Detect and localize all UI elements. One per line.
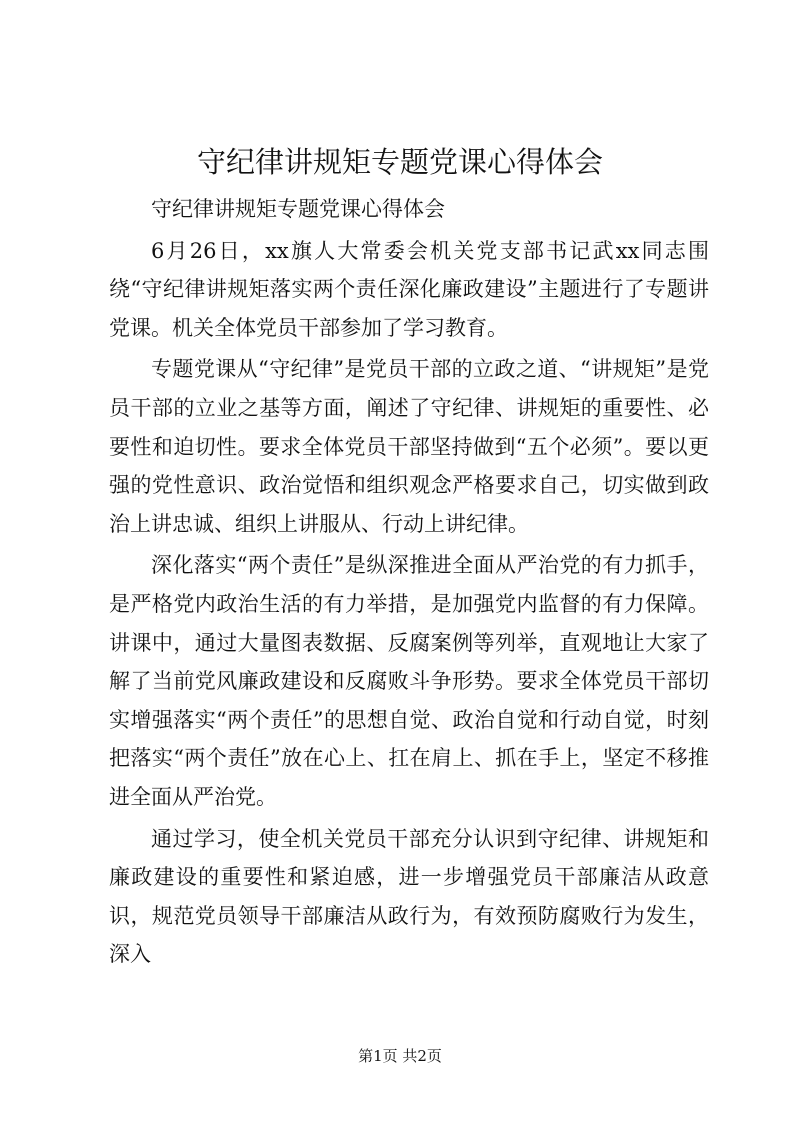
paragraph-subtitle: 守纪律讲规矩专题党课心得体会 xyxy=(151,197,445,221)
paragraph: 专题党课从“守纪律”是党员干部的立政之道、“讲规矩”是党员干部的立业之基等方面，阐述了守纪律、讲规矩的重要性、必要性和迫切性。要求全体党员干部坚持做到“五个必须”。要以更强的党性意识、政治觉悟和组织观念严格要求自己，切实做到政治上讲忠诚、组织上讲服从、行动上讲纪律。 xyxy=(109,357,709,536)
paragraph: 6月26日，xx旗人大常委会机关党支部书记武xx同志围绕“守纪律讲规矩落实两个责任深化廉政建设”主题进行了专题讲党课。机关全体党员干部参加了学习教育。 xyxy=(109,238,709,340)
page-footer: 第1页 共2页 xyxy=(358,1047,442,1065)
document-body xyxy=(109,190,709,977)
paragraph: 通过学习，使全机关党员干部充分认识到守纪律、讲规矩和廉政建设的重要性和紧迫感，进一步增强党员干部廉洁从政意识，规范党员领导干部廉洁从政行为，有效预防腐败行为发生，深入 xyxy=(109,826,709,967)
document-title: 守纪律讲规矩专题党课心得体会 xyxy=(196,145,603,179)
paragraph: 深化落实“两个责任”是纵深推进全面从严治党的有力抓手，是严格党内政治生活的有力举措，是加强党内监督的有力保障。讲课中，通过大量图表数据、反腐案例等列举，直观地让大家了解了当前党风廉政建设和反腐败斗争形势。要求全体党员干部切实增强落实“两个责任”的思想自觉、政治自觉和行动自觉，时刻把落实“两个责任”放在心上、扛在肩上、抓在手上，坚定不移推进全面从严治党。 xyxy=(109,553,709,809)
